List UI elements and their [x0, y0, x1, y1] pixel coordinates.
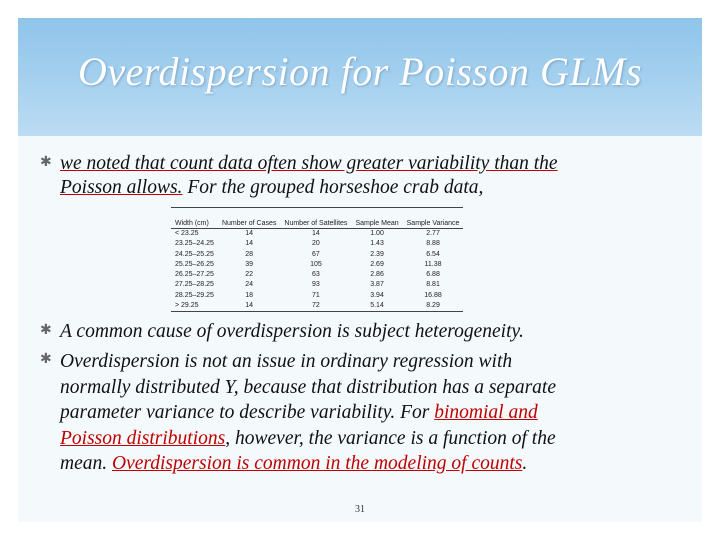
table-cell: 1.43 — [370, 240, 384, 248]
table-cell: 2.86 — [370, 271, 384, 279]
table-cell: 8.29 — [403, 301, 464, 312]
table-cell: 93 — [312, 281, 320, 289]
table-cell: < 23.25 — [175, 230, 199, 237]
table-row — [171, 280, 463, 290]
table-cell: 22 — [245, 271, 254, 279]
table-cell: 105 — [310, 260, 322, 268]
bullet-3-line-4b: , however, the variance is a function of the — [225, 427, 556, 449]
table-cell: 14 — [245, 230, 254, 237]
bullet-3-line-3a: parameter variance to describe variability. For — [60, 402, 435, 423]
slide-title: Overdispersion for Poisson GLMs — [77, 49, 643, 94]
table-row — [171, 270, 463, 280]
col-header-cases: Number of Cases — [218, 208, 280, 229]
col-header-width: Width (cm) — [171, 208, 218, 229]
bullet-1 — [40, 152, 700, 200]
table-cell: 25.25–26.25 — [175, 260, 214, 268]
table-cell: 14 — [312, 230, 320, 237]
table-cell: 14 — [245, 240, 254, 248]
crab-data-table — [171, 207, 463, 312]
col-header-satellites: Number of Satellites — [280, 208, 351, 229]
bullet-3-line-5c: . — [522, 453, 528, 474]
bullet-1-underlined: Poisson allows. — [60, 177, 183, 198]
table-row — [171, 229, 463, 240]
table-row — [171, 260, 463, 270]
bullet-3-line-5a: mean. — [60, 453, 112, 474]
page-number: 31 — [355, 504, 365, 515]
table-cell: 6.88 — [426, 271, 440, 279]
col-header-variance: Sample Variance — [403, 208, 464, 229]
table-row — [171, 239, 463, 249]
bullet-star-icon: ✱ — [40, 351, 52, 367]
table-cell: 72 — [280, 301, 351, 312]
table-cell: 24 — [245, 281, 254, 289]
table-cell: 8.81 — [426, 281, 440, 289]
bullet-3-line-1: Overdispersion is not an issue in ordinary regression with — [60, 351, 513, 372]
table-cell: 23.25–24.25 — [175, 240, 214, 248]
table-cell: 28.25–29.25 — [175, 291, 214, 299]
table-cell: 18 — [245, 291, 254, 299]
table-cell: 2.39 — [370, 250, 384, 258]
table-cell: 3.87 — [370, 281, 384, 289]
table-cell: 63 — [312, 271, 320, 279]
bullet-1-line-1: we noted that count data often show greater variability than the — [60, 153, 558, 174]
bullet-1-rest: For the grouped horseshoe crab data, — [182, 177, 484, 198]
table-cell: 2.69 — [370, 260, 384, 268]
table-body — [171, 229, 463, 312]
table-cell: 2.77 — [426, 230, 440, 237]
table-cell: 26.25–27.25 — [175, 271, 214, 279]
table-cell: 8.88 — [426, 240, 440, 248]
table-cell: 67 — [312, 250, 320, 258]
table-cell: 1.00 — [370, 230, 384, 237]
bullet-3-poisson: Poisson distributions — [60, 427, 226, 449]
bullet-3-binomial: binomial and — [434, 402, 538, 423]
table-cell: 24.25–25.25 — [175, 250, 214, 258]
table-cell: 28 — [245, 250, 254, 258]
table-cell: 20 — [312, 240, 320, 248]
table-row — [171, 301, 463, 312]
table-cell: 5.14 — [351, 301, 402, 312]
table-cell: 6.54 — [426, 250, 440, 258]
table-cell: > 29.25 — [171, 301, 218, 312]
table-row — [171, 250, 463, 260]
bullet-2-text: A common cause of overdispersion is subject heterogeneity. — [60, 321, 524, 342]
table-cell: 27.25–28.25 — [175, 281, 214, 289]
bullet-star-icon: ✱ — [40, 322, 52, 338]
table-cell: 14 — [218, 301, 280, 312]
bullet-3-overdispersion-common: Overdispersion is common in the modeling of counts — [112, 453, 523, 474]
bullet-star-icon: ✱ — [40, 154, 52, 170]
table-cell: 11.38 — [424, 260, 442, 268]
col-header-mean: Sample Mean — [351, 208, 402, 229]
bullet-2 — [40, 320, 700, 344]
bullet-3 — [40, 349, 700, 477]
table-cell: 16.88 — [424, 291, 442, 299]
table-cell: 39 — [245, 260, 254, 268]
bullet-3-line-2: normally distributed Y, because that distribution has a separate — [60, 376, 556, 398]
table-cell: 3.94 — [370, 291, 384, 299]
table-row — [171, 291, 463, 301]
table-cell: 71 — [312, 291, 320, 299]
